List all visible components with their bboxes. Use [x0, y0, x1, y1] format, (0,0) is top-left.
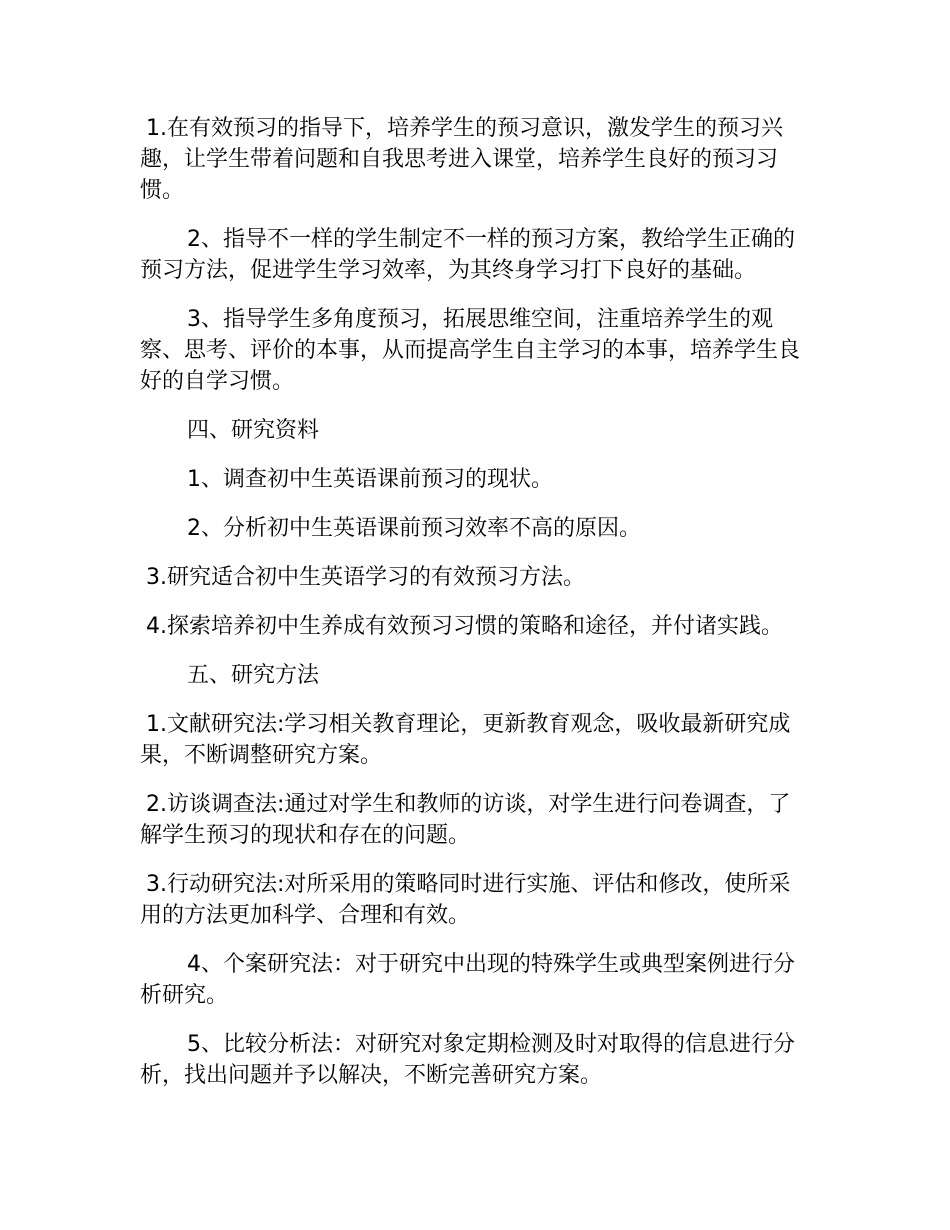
- paragraph-method-3: 3.行动研究法:对所采用的策略同时进行实施、评估和修改，使所采用的方法更加科学、合理和有效。: [140, 872, 791, 928]
- paragraph-content-4: 4.探索培养初中生养成有效预习习惯的策略和途径，并付诸实践。: [146, 614, 783, 639]
- paragraph-goal-2: 2、指导不一样的学生制定不一样的预习方案，教给学生正确的预习方法，促进学生学习效率，为其终身学习打下良好的基础。: [140, 227, 795, 283]
- document-body: [140, 113, 810, 1109]
- section-heading-research-methods: 五、研究方法: [187, 663, 320, 688]
- paragraph-goal-3: 3、指导学生多角度预习，拓展思维空间，注重培养学生的观察、思考、评价的本事，从而提高学生自主学习的本事，培养学生良好的自学习惯。: [140, 307, 801, 394]
- paragraph-content-1: 1、调查初中生英语课前预习的现状。: [187, 467, 553, 492]
- paragraph-goal-1: 1.在有效预习的指导下，培养学生的预习意识，激发学生的预习兴趣，让学生带着问题和自我思考进入课堂，培养学生良好的预习习惯。: [140, 116, 783, 203]
- paragraph-method-1: 1.文献研究法:学习相关教育理论，更新教育观念，吸收最新研究成果，不断调整研究方案。: [140, 712, 791, 768]
- section-heading-research-content: 四、研究资料: [187, 418, 320, 443]
- paragraph-method-5: 5、比较分析法：对研究对象定期检测及时对取得的信息进行分析，找出问题并予以解决，不断完善研究方案。: [140, 1032, 795, 1088]
- paragraph-method-4: 4、个案研究法：对于研究中出现的特殊学生或典型案例进行分析研究。: [140, 952, 795, 1008]
- paragraph-content-2: 2、分析初中生英语课前预习效率不高的原因。: [187, 516, 641, 541]
- paragraph-content-3: 3.研究适合初中生英语学习的有效预习方法。: [146, 565, 585, 590]
- paragraph-method-2: 2.访谈调查法:通过对学生和教师的访谈，对学生进行问卷调查，了解学生预习的现状和存在的问题。: [140, 792, 791, 848]
